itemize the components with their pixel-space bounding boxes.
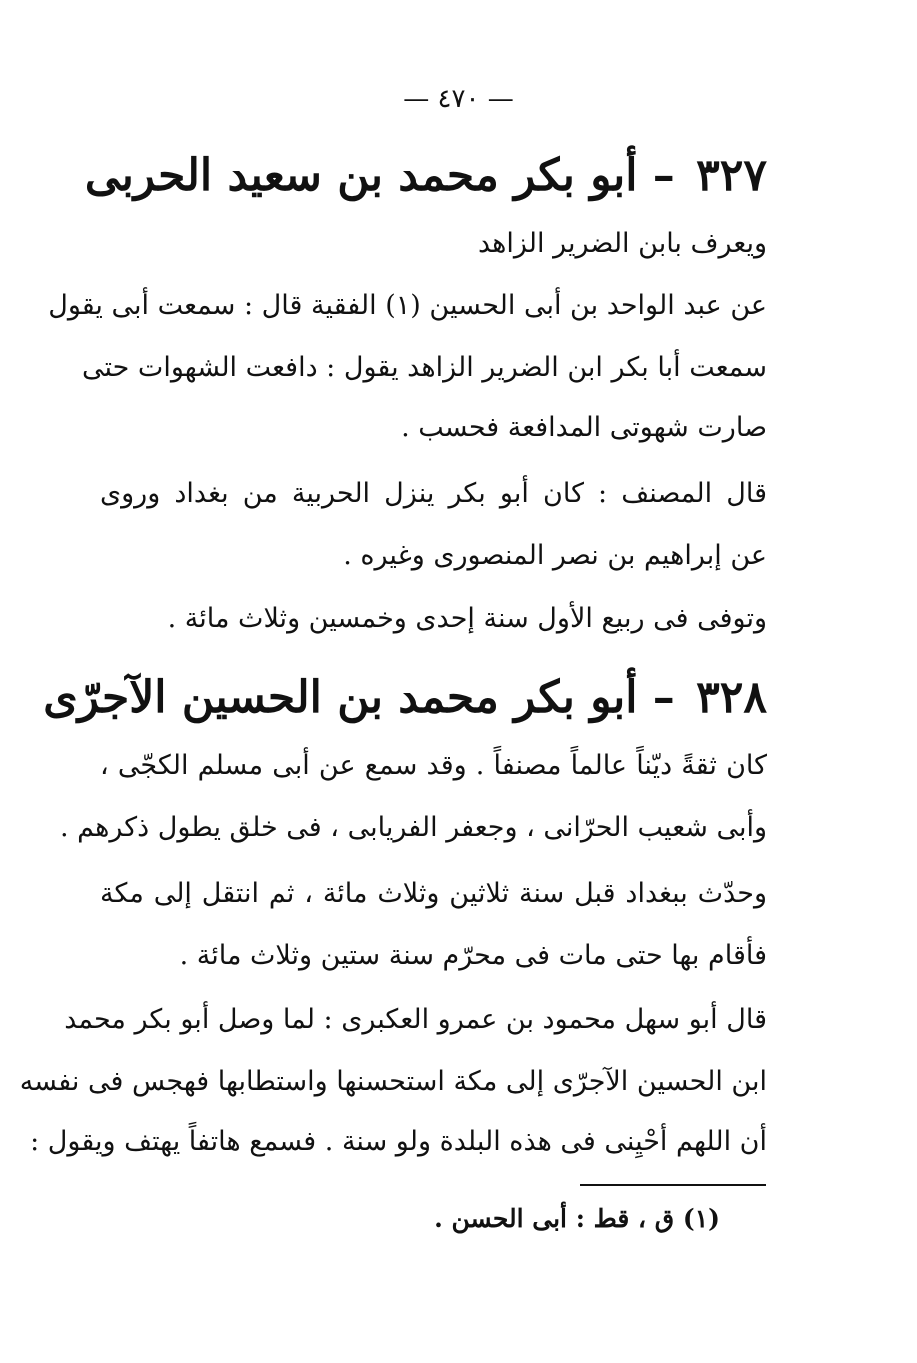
entry-327-line-7: وتوفى فى ربيع الأول سنة إحدى وخمسين وثلاث مائة . bbox=[167, 603, 767, 634]
entry-327-line-4: صارت شهوتى المدافعة فحسب . bbox=[401, 412, 767, 443]
entry-328-line-3: وحدّث ببغداد قبل سنة ثلاثين وثلاث مائة ، ثم انتقل إلى مكة bbox=[100, 878, 767, 909]
entry-327-number: ٣٢٧ bbox=[696, 150, 767, 201]
page-number: — ٤٧٠ — bbox=[403, 84, 514, 114]
entry-327-line-2: عن عبد الواحد بن أبى الحسين (١) الفقية قال : سمعت أبى يقول bbox=[48, 290, 767, 321]
footnote-divider bbox=[580, 1184, 766, 1186]
entry-328-line-5: قال أبو سهل محمود بن عمرو العكبرى : لما وصل أبو بكر محمد bbox=[64, 1004, 767, 1035]
entry-328-line-4: فأقام بها حتى مات فى محرّم سنة ستين وثلاث مائة . bbox=[179, 940, 767, 971]
entry-327-line-3: سمعت أبا بكر ابن الضرير الزاهد يقول : دافعت الشهوات حتى bbox=[82, 352, 767, 383]
entry-328-line-2: وأبى شعيب الحرّانى ، وجعفر الفريابى ، فى خلق يطول ذكرهم . bbox=[60, 812, 767, 843]
entry-327-line-6: عن إبراهيم بن نصر المنصورى وغيره . bbox=[343, 540, 767, 571]
footnote: (١) ق ، قط : أبى الحسن . bbox=[434, 1204, 720, 1233]
entry-328-heading: ٣٢٨ – أبو بكر محمد بن الحسين الآجرّى bbox=[43, 672, 767, 723]
entry-328-title: أبو بكر محمد بن الحسين الآجرّى bbox=[43, 672, 638, 723]
entry-327-title: أبو بكر محمد بن سعيد الحربى bbox=[84, 150, 638, 201]
entry-328-line-7: أن اللهم أحْيِنى فى هذه البلدة ولو سنة . فسمع هاتفاً يهتف ويقول : bbox=[30, 1126, 767, 1157]
entry-328-number: ٣٢٨ bbox=[696, 672, 767, 723]
entry-327-heading: ٣٢٧ – أبو بكر محمد بن سعيد الحربى bbox=[84, 150, 767, 201]
entry-328-line-6: ابن الحسين الآجرّى إلى مكة استحسنها واستطابها فهجس فى نفسه bbox=[19, 1066, 767, 1097]
entry-328-line-1: كان ثقةً ديّناً عالماً مصنفاً . وقد سمع عن أبى مسلم الكجّى ، bbox=[100, 750, 767, 781]
entry-327-line-1: ويعرف بابن الضرير الزاهد bbox=[477, 228, 767, 259]
entry-327-line-5: قال المصنف : كان أبو بكر ينزل الحربية من بغداد وروى bbox=[100, 478, 767, 509]
